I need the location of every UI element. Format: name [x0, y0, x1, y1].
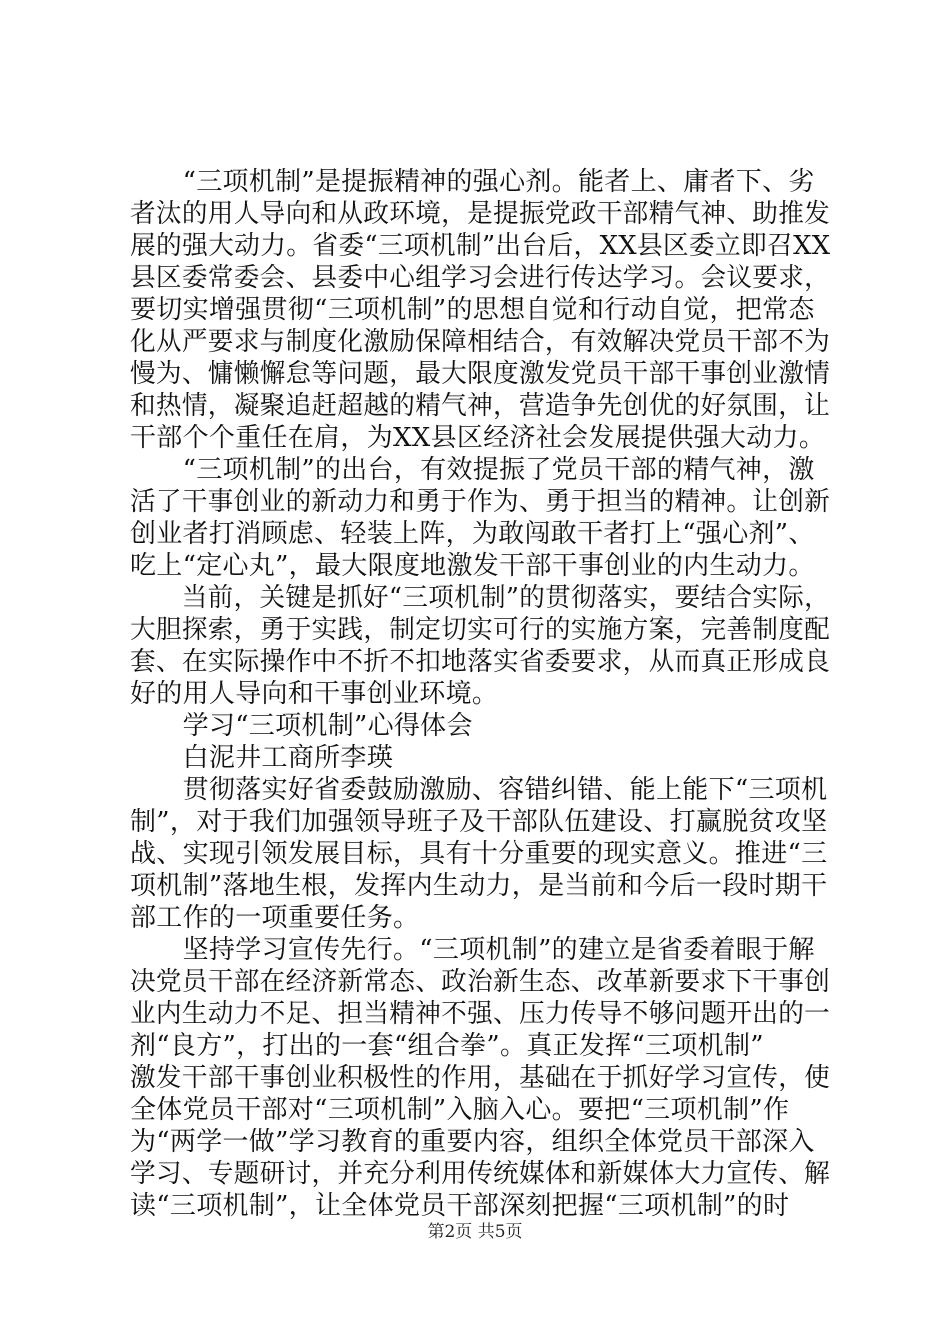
text-line: 决党员干部在经济新常态、政治新生态、改革新要求下干事创	[130, 967, 831, 997]
text-line: 好的用人导向和干事创业环境。	[130, 679, 499, 709]
text-line: 大胆探索，勇于实践，制定切实可行的实施方案，完善制度配	[130, 615, 831, 645]
text-line: 业内生动力不足、担当精神不强、压力传导不够问题开出的一	[130, 999, 831, 1029]
text-line: 干部个个重任在肩，为XX县区经济社会发展提供强大动力。	[130, 423, 826, 453]
text-line: 慢为、慵懒懈怠等问题，最大限度激发党员干部干事创业激情	[130, 359, 831, 389]
text-line: 者汰的用人导向和从政环境，是提振党政干部精气神、助推发	[130, 199, 831, 229]
text-line: 项机制”落地生根，发挥内生动力，是当前和今后一段时期干	[130, 871, 828, 901]
text-line: 活了干事创业的新动力和勇于作为、勇于担当的精神。让创新	[130, 487, 831, 517]
text-line: 要切实增强贯彻“三项机制”的思想自觉和行动自觉，把常态	[130, 295, 815, 325]
author-line: 白泥井工商所李瑛	[130, 743, 394, 773]
text-line: 读“三项机制”，让全体党员干部深刻把握“三项机制”的时	[130, 1191, 790, 1221]
text-line: 吃上“定心丸”，最大限度地激发干部干事创业的内生动力。	[130, 551, 815, 581]
text-line: 套、在实际操作中不折不扣地落实省委要求，从而真正形成良	[130, 647, 831, 677]
text-line: 学习、专题研讨，并充分利用传统媒体和新媒体大力宣传、解	[130, 1159, 831, 1189]
text-line: 全体党员干部对“三项机制”入脑入心。要把“三项机制”作	[130, 1095, 790, 1125]
text-line: 化从严要求与制度化激励保障相结合，有效解决党员干部不为	[130, 327, 831, 357]
text-line: 制”，对于我们加强领导班子及干部队伍建设、打赢脱贫攻坚	[130, 807, 828, 837]
text-line: 剂“良方”，打出的一套“组合拳”。真正发挥“三项机制”	[130, 1031, 764, 1061]
section-heading: 学习“三项机制”心得体会	[130, 711, 473, 741]
text-line: 和热情，凝聚追赶超越的精气神，营造争先创优的好氛围，让	[130, 391, 831, 421]
text-line: 战、实现引领发展目标，具有十分重要的现实意义。推进“三	[130, 839, 828, 869]
text-line: 创业者打消顾虑、轻装上阵，为敢闯敢干者打上“强心剂”、	[130, 519, 815, 549]
text-line: 县区委常委会、县委中心组学习会进行传达学习。会议要求，	[130, 263, 831, 293]
text-line: 为“两学一做”学习教育的重要内容，组织全体党员干部深入	[130, 1127, 815, 1157]
text-line: 贯彻落实好省委鼓励激励、容错纠错、能上能下“三项机	[130, 775, 828, 805]
text-line: 展的强大动力。省委“三项机制”出台后，XX县区委立即召XX	[130, 231, 831, 261]
text-line: 坚持学习宣传先行。“三项机制”的建立是省委着眼于解	[130, 935, 815, 965]
text-line: “三项机制”是提振精神的强心剂。能者上、庸者下、劣	[130, 167, 815, 197]
text-line: 部工作的一项重要任务。	[130, 903, 420, 933]
text-line: 当前，关键是抓好“三项机制”的贯彻落实，要结合实际，	[130, 583, 830, 613]
page-number-footer: 第2页 共5页	[427, 1222, 523, 1242]
text-line: “三项机制”的出台，有效提振了党员干部的精气神，激	[130, 455, 815, 485]
text-line: 激发干部干事创业积极性的作用，基础在于抓好学习宣传，使	[130, 1063, 831, 1093]
